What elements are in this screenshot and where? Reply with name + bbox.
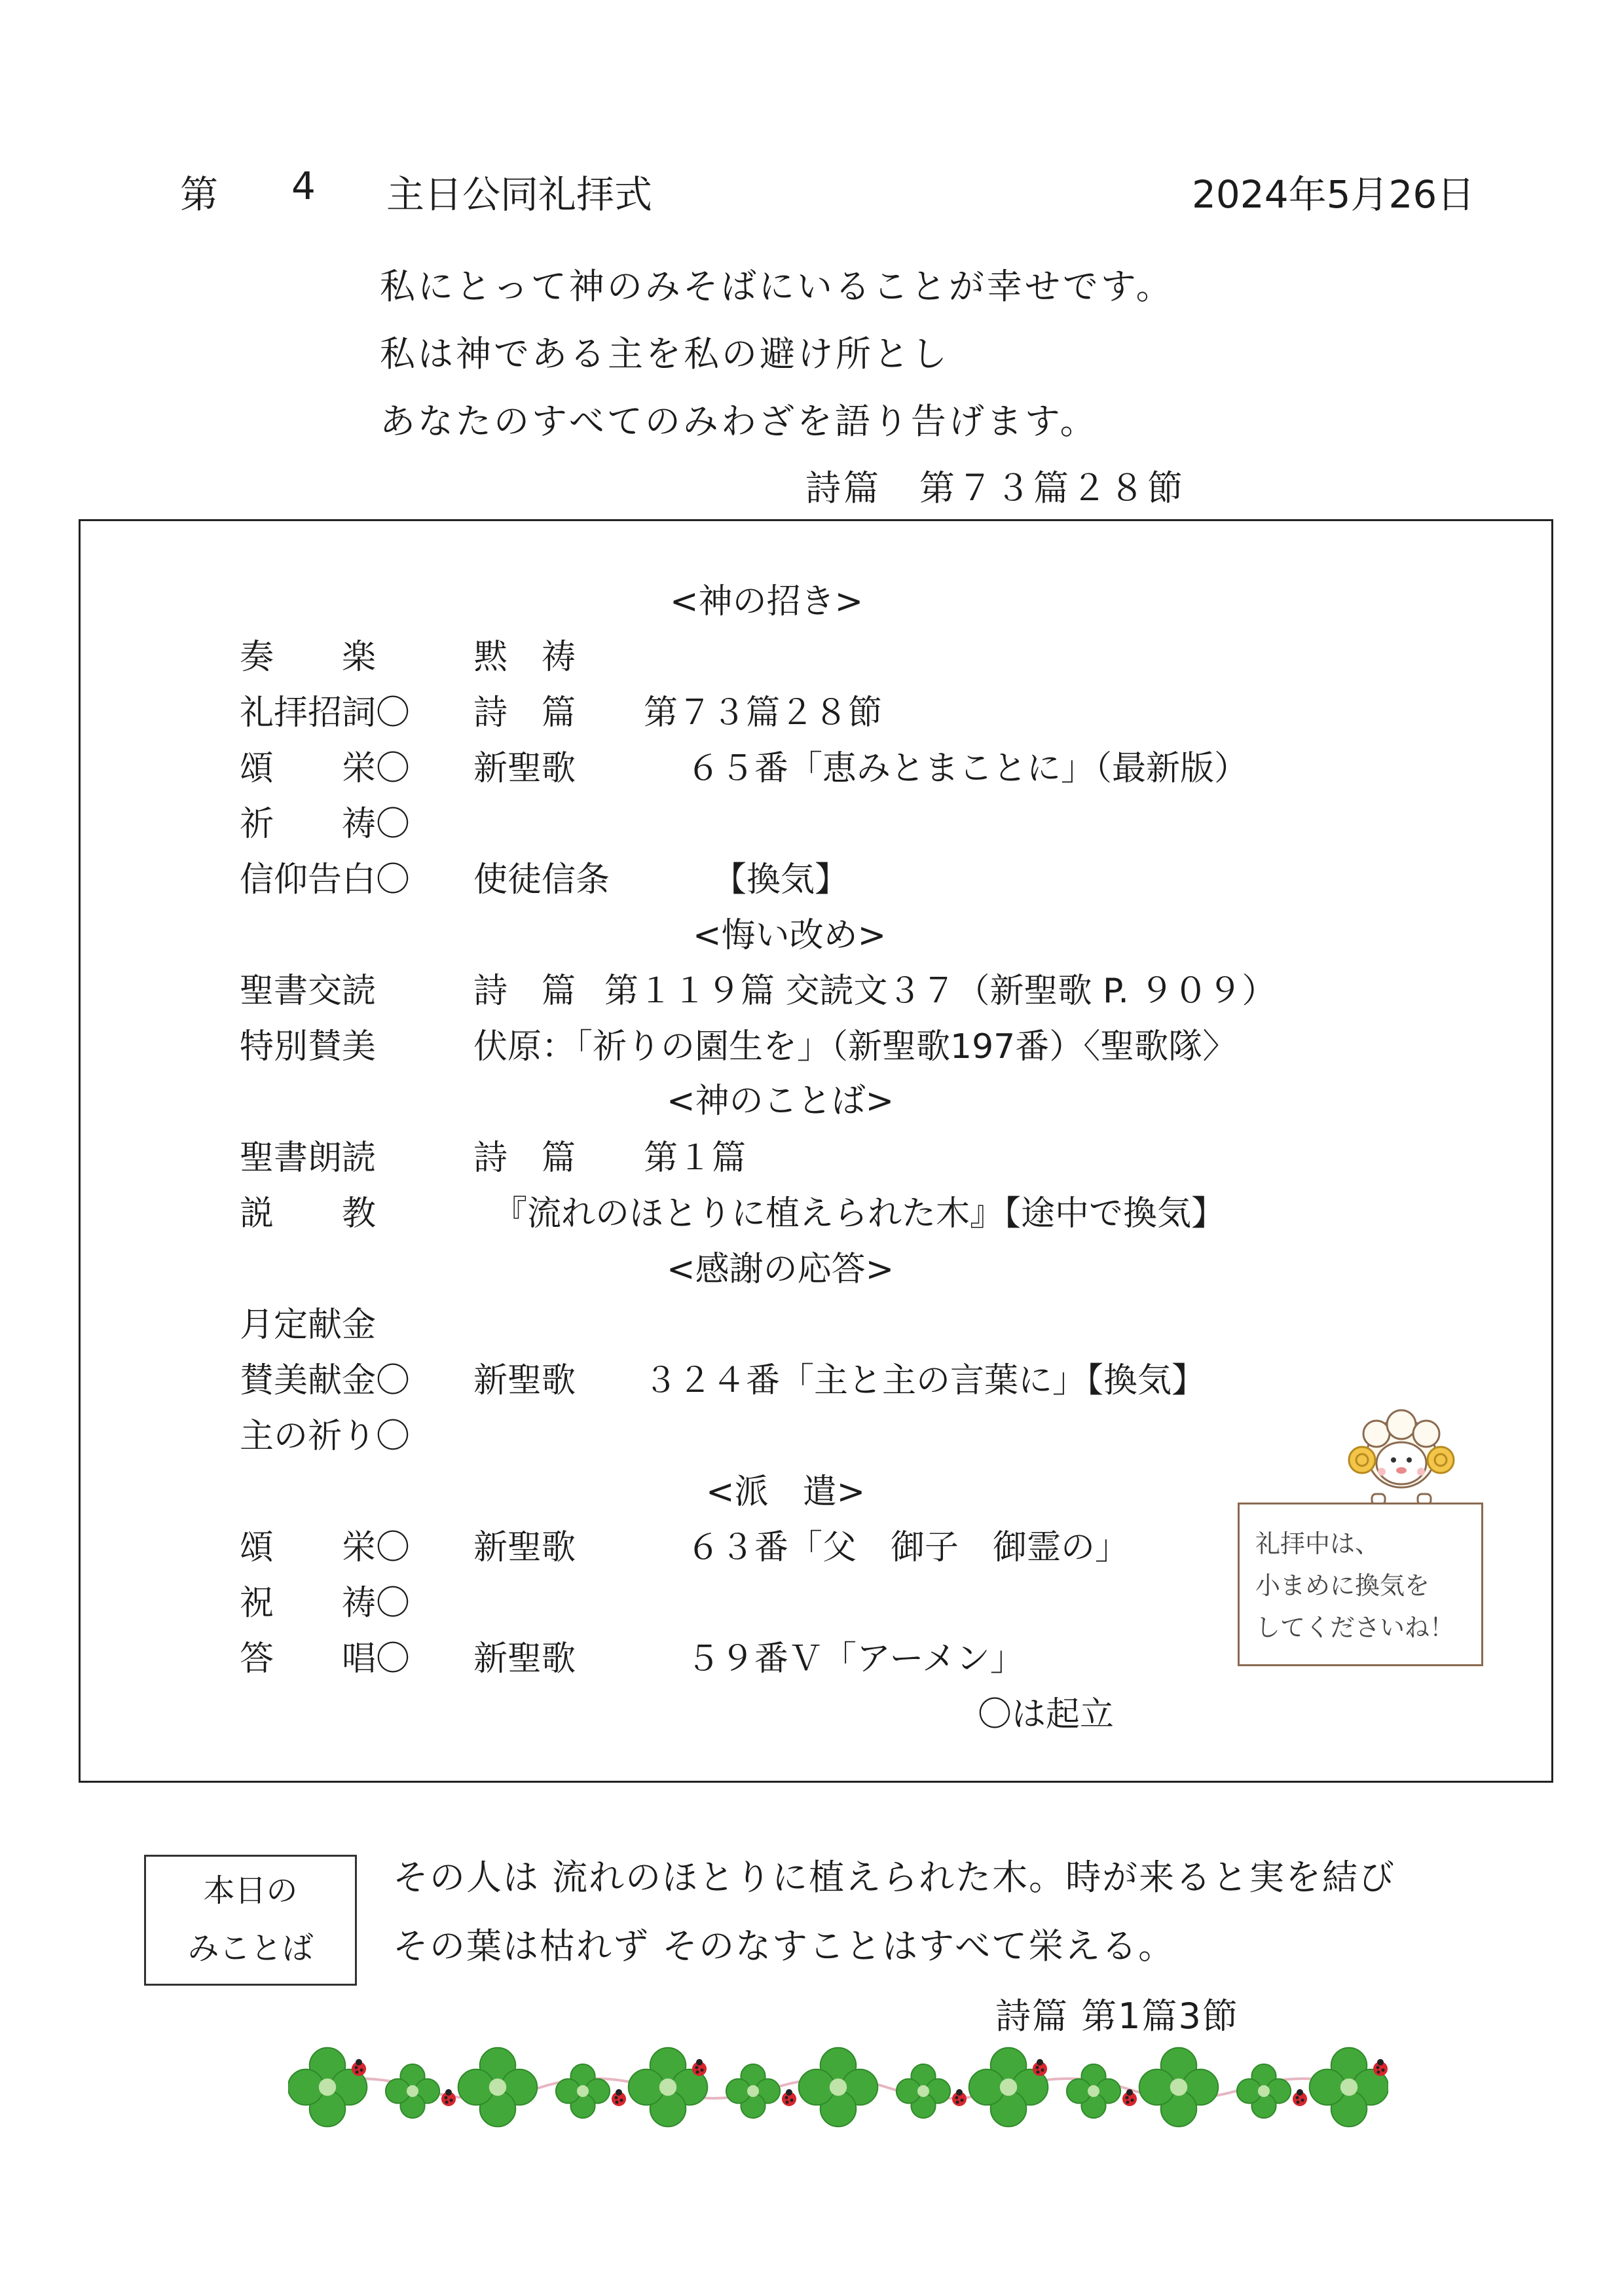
program-row-label: 主の祈り〇 (240, 1417, 411, 1456)
program-row-label: 聖書朗読 (240, 1139, 377, 1178)
clover-icon (288, 2048, 367, 2127)
clover-icon (386, 2064, 439, 2118)
program-row-detail: 第７３篇２８節 (644, 693, 883, 733)
program-row-item: 伏原：「祈りの園生を」（新聖歌197番）〈聖歌隊〉 (473, 1027, 1237, 1066)
clover-icon (1139, 2048, 1219, 2127)
standing-note: 〇は起立 (978, 1695, 1115, 1734)
program-row-label: 特別賛美 (240, 1027, 377, 1066)
ventilation-note-line: してくださいね！ (1255, 1613, 1455, 1642)
ladybug-icon (1293, 2089, 1307, 2106)
sheep-icon (1336, 1408, 1467, 1506)
program-row-item: 使徒信条 (473, 860, 610, 900)
todays-word-box (144, 1855, 357, 1986)
program-row-detail: 第１１９篇 交読文３７（新聖歌 P. ９０９） (604, 972, 1276, 1011)
ladybug-icon (1033, 2059, 1047, 2076)
clover-icon (799, 2048, 878, 2127)
program-row-label: 聖書交読 (240, 972, 377, 1011)
order-label: 第 (180, 172, 219, 217)
section-heading: <派 遣> (706, 1472, 866, 1512)
order-number: 4 (291, 164, 316, 208)
clover-icon (629, 2048, 708, 2127)
todays-word-box-line: みことば (187, 1930, 314, 1967)
program-row-label: 信仰告白〇 (240, 860, 411, 900)
program-row-item: 詩 篇 (473, 1139, 576, 1178)
todays-word-line: その葉は枯れず そのなすことはすべて栄える。 (393, 1925, 1175, 1967)
ladybug-icon (692, 2059, 707, 2076)
clover-icon (1310, 2048, 1388, 2127)
verse-line: 私にとって神のみそばにいることが幸せです。 (380, 266, 1174, 307)
program-row-item: 新聖歌 (473, 749, 576, 788)
program-row-label: 奏 楽 (240, 638, 377, 677)
program-row-label: 説 教 (240, 1194, 377, 1233)
program-row-detail: ６５番「恵みとまことに」（最新版） (686, 749, 1249, 788)
ladybug-icon (352, 2059, 366, 2076)
program-row-label: 祈 祷〇 (240, 805, 411, 844)
service-date: 2024年5月26日 (1192, 172, 1475, 217)
clover-icon (969, 2048, 1048, 2127)
todays-word-line: その人は 流れのほとりに植えられた木。時が来ると実を結び (393, 1857, 1396, 1898)
verse-line: 私は神である主を私の避け所とし (380, 333, 950, 374)
ladybug-icon (782, 2089, 796, 2106)
section-heading: <感謝の応答> (667, 1250, 895, 1289)
service-title: 主日公同礼拝式 (386, 172, 653, 217)
program-row-label: 祝 祷〇 (240, 1584, 411, 1623)
ladybug-icon (441, 2089, 456, 2106)
ladybug-icon (1373, 2059, 1388, 2076)
program-row-label: 礼拝招詞〇 (240, 693, 411, 733)
clover-icon (1067, 2064, 1120, 2118)
program-row-detail: 第１篇 (644, 1139, 747, 1178)
ventilation-note-line: 礼拝中は、 (1255, 1529, 1380, 1558)
clover-icon (896, 2064, 950, 2118)
program-row-item: 黙 祷 (473, 638, 576, 677)
clover-icon (1237, 2064, 1291, 2118)
program-row-detail: 【換気】 (712, 860, 849, 900)
program-row-detail: ３２４番「主と主の言葉に」【換気】 (644, 1361, 1206, 1400)
program-row-item: 詩 篇 (473, 972, 576, 1011)
verse-reference: 詩篇 第７３篇２８節 (805, 467, 1185, 509)
program-row-detail: ５９番Ｖ「アーメン」 (686, 1639, 1024, 1679)
section-heading: <神の招き> (670, 582, 864, 621)
program-row-label: 頌 栄〇 (240, 749, 411, 788)
program-row-item: 新聖歌 (473, 1528, 576, 1567)
program-row-label: 月定献金 (240, 1305, 377, 1345)
ventilation-note (1238, 1503, 1483, 1666)
clover-border (288, 2043, 1388, 2128)
program-row-label: 頌 栄〇 (240, 1528, 411, 1567)
ventilation-note-line: 小まめに換気を (1255, 1571, 1430, 1600)
todays-word-reference: 詩篇 第1篇3節 (995, 1995, 1239, 2037)
ladybug-icon (952, 2089, 967, 2106)
program-row-label: 賛美献金〇 (240, 1361, 411, 1400)
clover-icon (556, 2064, 610, 2118)
todays-word-box-line: 本日の (203, 1872, 298, 1909)
program-row-item: 詩 篇 (473, 693, 576, 733)
program-row-item: 新聖歌 (473, 1361, 576, 1400)
program-row-item: 新聖歌 (473, 1639, 576, 1679)
ladybug-icon (612, 2089, 626, 2106)
program-row-label: 答 唱〇 (240, 1639, 411, 1679)
verse-line: あなたのすべてのみわざを語り告げます。 (380, 401, 1098, 442)
section-heading: <神のことば> (667, 1082, 895, 1121)
section-heading: <悔い改め> (693, 916, 887, 955)
sermon-title: 『流れのほとりに植えられた木』【途中で換気】 (493, 1194, 1226, 1233)
clover-icon (726, 2064, 780, 2118)
program-row-detail: ６３番「父 御子 御霊の」 (686, 1528, 1130, 1567)
clover-icon (458, 2048, 538, 2127)
